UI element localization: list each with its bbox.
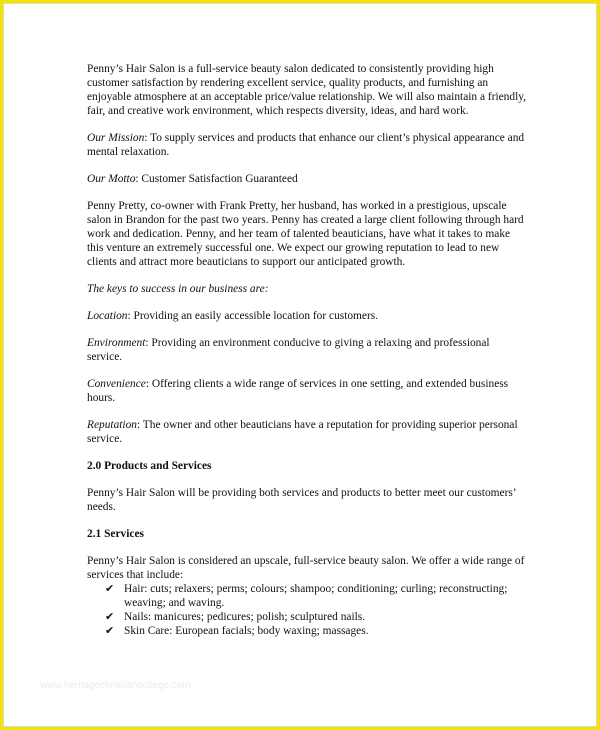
motto-paragraph [87, 172, 527, 186]
reputation-label: Reputation [87, 419, 137, 431]
mission-paragraph [87, 131, 527, 159]
list-item [87, 610, 527, 624]
convenience-paragraph [87, 377, 527, 405]
watermark: www.heritagechristiancollege.com [40, 680, 191, 691]
list-item [87, 582, 527, 610]
products-services-paragraph: Penny’s Hair Salon will be providing both services and products to better meet our customers’ needs. [87, 487, 516, 513]
services-heading: 2.1 Services [87, 528, 144, 540]
reputation-text: : The owner and other beauticians have a reputation for providing superior personal service. [87, 419, 518, 445]
convenience-text: : Offering clients a wide range of services in one setting, and extended business hours. [87, 378, 509, 404]
intro-paragraph: Penny’s Hair Salon is a full-service beauty salon dedicated to consistently providing high customer satisfaction by rendering excellent service, quality products, and furnishing an enjoyable atmosphere at an acceptable price/value relationship. We will also maintain a friendly, fair, and creative work environment, which respects diversity, ideas, and hard work. [87, 63, 527, 117]
list-item-text: Skin Care: European facials; body waxing; massages. [124, 625, 369, 637]
convenience-label: Convenience [87, 378, 146, 390]
mission-text: : To supply services and products that enhance our client’s physical appearance and mental relaxation. [87, 132, 525, 158]
document-page [3, 3, 597, 727]
motto-label: Our Motto [87, 173, 136, 185]
list-item-text: Hair: cuts; relaxers; perms; colours; shampoo; conditioning; curling; reconstructing; weaving; and waving. [124, 583, 508, 609]
checkmark-icon: ✔ [105, 610, 115, 623]
location-label: Location [87, 310, 128, 322]
list-item-text: Nails: manicures; pedicures; polish; sculptured nails. [124, 611, 366, 623]
document-body [87, 62, 527, 638]
environment-label: Environment [87, 337, 146, 349]
checkmark-icon: ✔ [105, 582, 115, 595]
products-services-heading: 2.0 Products and Services [87, 460, 212, 472]
environment-paragraph [87, 336, 527, 364]
mission-label: Our Mission [87, 132, 145, 144]
location-paragraph [87, 309, 527, 323]
location-text: : Providing an easily accessible location for customers. [127, 310, 379, 322]
owner-paragraph: Penny Pretty, co-owner with Frank Pretty, her husband, has worked in a prestigious, upscale salon in Brandon for the past two years. Penny has created a large client following through hard work and dedication. Penny, and her team of talented beauticians, have what it takes to make this venture an extremely successful one. We expect our growing reputation to lead to new clients and attract more beauticians to support our anticipated growth. [87, 200, 524, 268]
checkmark-icon: ✔ [105, 624, 115, 637]
motto-text: : Customer Satisfaction Guaranteed [135, 173, 298, 185]
environment-text: : Providing an environment conducive to giving a relaxing and professional service. [87, 337, 490, 363]
reputation-paragraph [87, 418, 527, 446]
keys-heading: The keys to success in our business are: [87, 283, 269, 295]
list-item [87, 624, 527, 638]
services-list [87, 582, 527, 638]
services-paragraph: Penny’s Hair Salon is considered an upscale, full-service beauty salon. We offer a wide range of services that include: [87, 555, 525, 581]
